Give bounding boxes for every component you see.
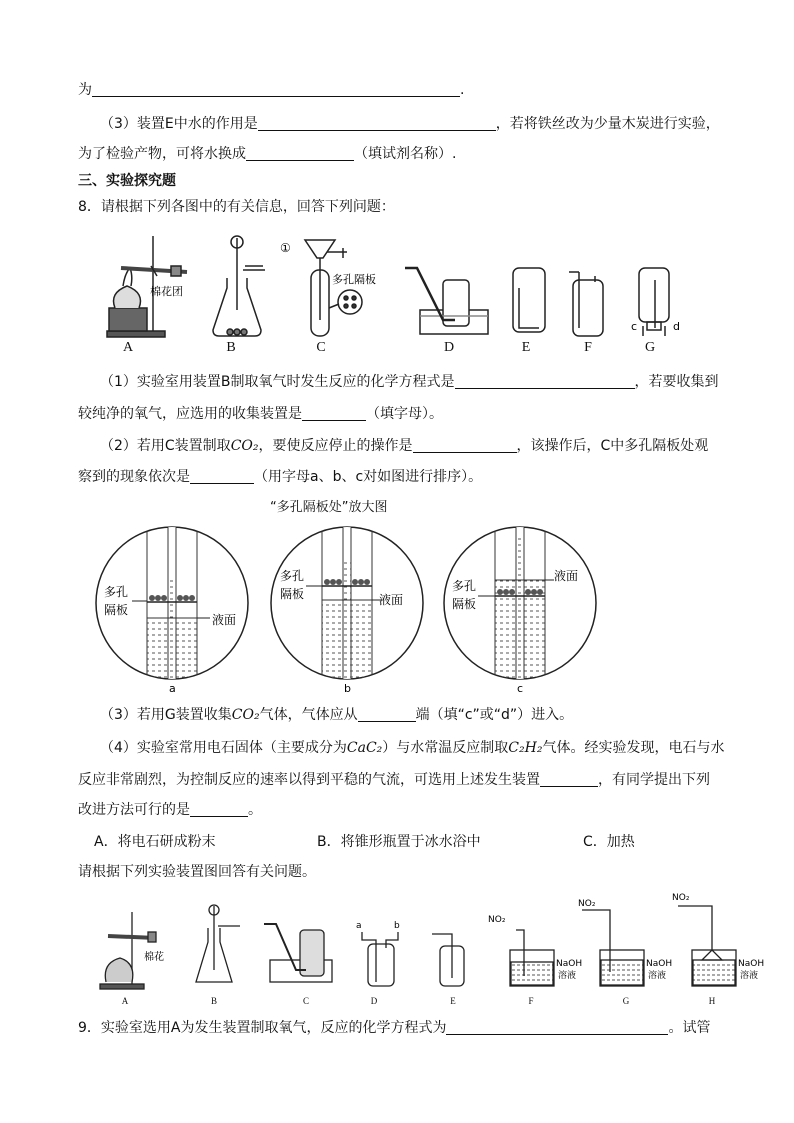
fig2-apparatus-a: [100, 912, 156, 989]
zoom-title: “多孔隔板处”放大图: [270, 500, 388, 515]
q8-part4: （4）实验室常用电石固体（主要成分为CaC₂）与水常温反应制取C₂H₂气体。经实验发现，电石与水: [100, 740, 725, 756]
answer-blank[interactable]: [302, 406, 366, 421]
apparatus-d-drawing: [405, 268, 488, 334]
zoom-c-plate-1: 多孔: [452, 579, 477, 593]
fig2-naoh-f: NaOH: [556, 959, 583, 969]
apparatus-b-drawing: [213, 236, 265, 336]
fig2-label-a: A: [121, 996, 129, 1006]
answer-blank[interactable]: [190, 469, 254, 484]
cotton-label: 棉花团: [150, 285, 183, 298]
fig2-label-g: G: [622, 996, 630, 1006]
q8-part1: （1）实验室用装置B制取氧气时发生反应的化学方程式是 ，若要收集到: [100, 374, 719, 390]
apparatus-c-drawing: [305, 240, 362, 336]
fig2-no2-f: NO₂: [488, 915, 506, 925]
label-e: E: [521, 340, 531, 355]
zoom-circle-b: [271, 518, 423, 696]
apparatus-f-drawing: [569, 272, 603, 336]
q8-intro: 8．请根据下列各图中的有关信息，回答下列问题：: [78, 199, 395, 215]
port-c-label: c: [631, 320, 638, 333]
answer-blank[interactable]: [413, 438, 517, 453]
q8-part4-cont2: 改进方法可行的是 。: [78, 802, 262, 818]
q7-part3: （3）装置E中水的作用是 ，若将铁丝改为少量木炭进行实验，: [100, 116, 720, 132]
option-a[interactable]: A．将电石研成粉末: [94, 834, 216, 850]
zoom-b-surface: 液面: [379, 593, 404, 607]
apparatus-figure-1: [95, 228, 695, 343]
q7-part3-cont: 为了检验产物，可将水换成 （填试剂名称）.: [78, 146, 457, 162]
zoom-a-surface: 液面: [212, 613, 237, 627]
fig2-solution-h: 溶液: [740, 971, 759, 981]
zoom-label-c: c: [517, 682, 524, 695]
zoom-b-plate-2: 隔板: [280, 587, 305, 601]
label-b: B: [226, 340, 236, 355]
fig2-no2-h: NO₂: [672, 893, 690, 903]
q9-line: 9．实验室选用A为发生装置制取氧气，反应的化学方程式为 。试管: [78, 1020, 711, 1036]
zoom-a-plate-2: 隔板: [104, 603, 129, 617]
fig2-apparatus-f: [510, 930, 554, 986]
apparatus-e-drawing: [513, 268, 545, 332]
fig2-label-c: C: [302, 996, 309, 1006]
zoom-c-surface: 液面: [554, 569, 579, 583]
fig2-port-b: b: [394, 921, 400, 931]
apparatus-g-drawing: [639, 268, 669, 336]
zoom-c-plate-2: 隔板: [452, 597, 477, 611]
answer-blank[interactable]: [540, 772, 598, 787]
zoom-label-b: b: [344, 682, 351, 695]
fig2-apparatus-e: [432, 934, 464, 986]
option-c[interactable]: C．加热: [583, 834, 635, 850]
zoom-b-plate-1: 多孔: [280, 569, 305, 583]
answer-blank[interactable]: [455, 374, 635, 389]
fig2-cotton-label: 棉花: [144, 952, 164, 963]
option-b[interactable]: B．将锥形瓶置于冰水浴中: [317, 834, 481, 850]
label-g: G: [644, 340, 656, 355]
fig2-apparatus-g: [582, 910, 644, 986]
q8-part4-cont: 反应非常剧烈，为控制反应的速率以得到平稳的气流，可选用上述发生装置 ，有同学提出下列: [78, 772, 710, 788]
zoom-label-a: a: [169, 682, 176, 695]
intro-2: 请根据下列实验装置图回答有关问题。: [78, 864, 316, 880]
fig2-naoh-g: NaOH: [646, 959, 673, 969]
answer-blank[interactable]: [92, 82, 460, 97]
q8-part1-cont: 较纯净的氧气，应选用的收集装置是 （填字母）。: [78, 406, 443, 422]
answer-blank[interactable]: [446, 1020, 668, 1035]
label-f: F: [584, 340, 592, 355]
fig2-naoh-h: NaOH: [738, 959, 765, 969]
zoom-a-plate-1: 多孔: [104, 585, 129, 599]
section-title: 三、实验探究题: [78, 173, 176, 189]
label-d: D: [443, 340, 455, 355]
fig2-apparatus-h: [678, 906, 736, 986]
fig2-apparatus-d: [362, 932, 398, 986]
fig2-port-a: a: [356, 921, 362, 931]
fig2-label-e: E: [450, 996, 456, 1006]
fig2-solution-f: 溶液: [558, 971, 577, 981]
fig2-label-d: D: [370, 996, 378, 1006]
fig2-solution-g: 溶液: [648, 971, 667, 981]
label-a: A: [122, 340, 134, 355]
answer-blank[interactable]: [246, 146, 354, 161]
fig2-label-f: F: [528, 996, 534, 1006]
answer-blank[interactable]: [190, 802, 248, 817]
fig2-apparatus-c: [264, 924, 332, 982]
circle-one-label: ①: [280, 241, 291, 255]
q7-line1: 为 .: [78, 82, 465, 98]
port-d-label: d: [673, 320, 680, 333]
zoom-figure: [92, 518, 712, 696]
q8-part2: （2）若用C装置制取CO₂，要使反应停止的操作是 ，该操作后，C中多孔隔板处观: [100, 438, 709, 454]
q8-part3: （3）若用G装置收集CO₂气体，气体应从 端（填“c”或“d”）进入。: [100, 707, 574, 723]
label-c: C: [316, 340, 326, 355]
porous-plate-label: 多孔隔板: [332, 273, 376, 286]
apparatus-figure-2: [92, 888, 782, 998]
fig2-label-b: B: [210, 996, 217, 1006]
q8-part2-cont: 察到的现象依次是 （用字母a、b、c对如图进行排序）。: [78, 469, 483, 485]
answer-blank[interactable]: [258, 116, 496, 131]
fig2-apparatus-b: [196, 905, 240, 982]
fig2-label-h: H: [708, 996, 716, 1006]
fig2-no2-g: NO₂: [578, 899, 596, 909]
answer-blank[interactable]: [358, 707, 416, 722]
